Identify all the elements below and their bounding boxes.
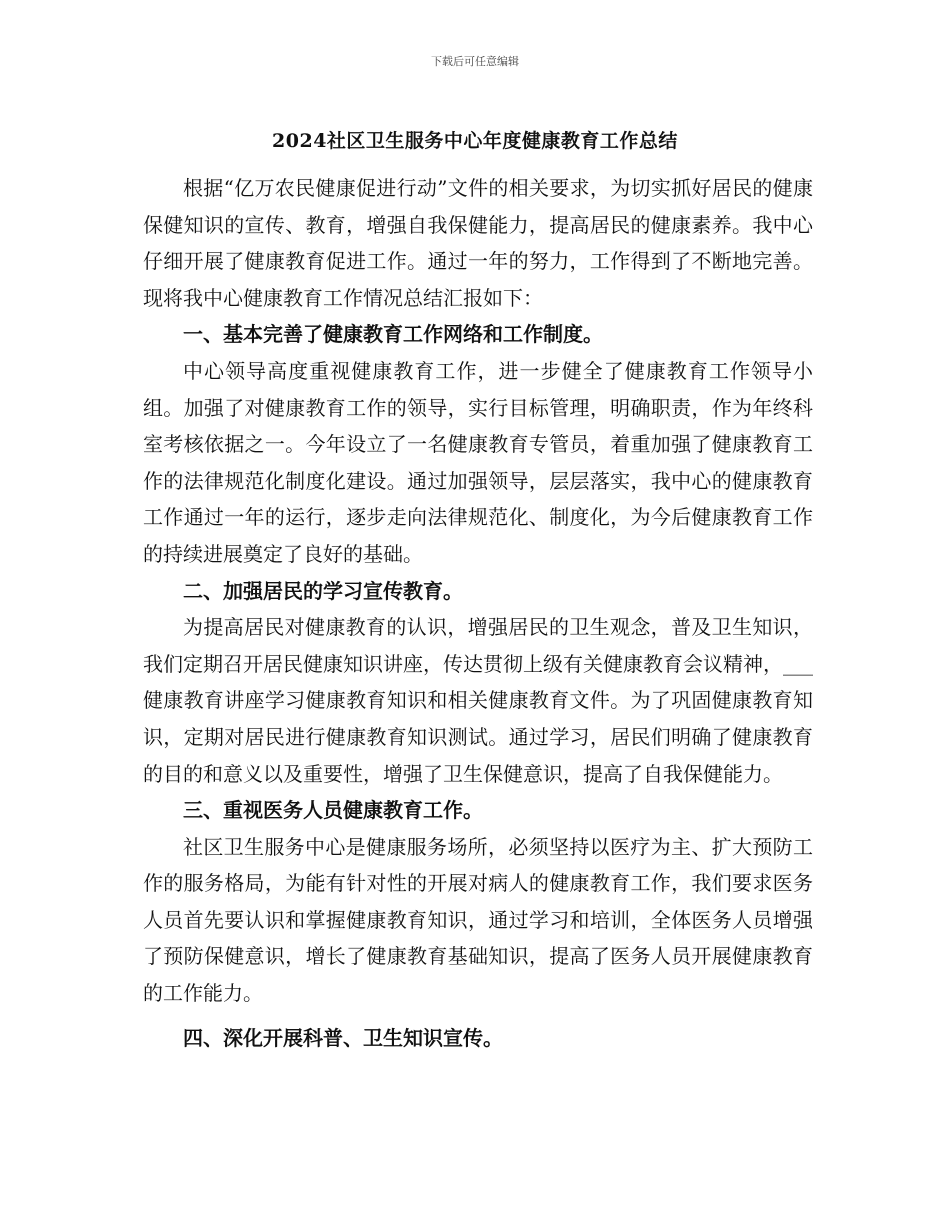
document-title: 2024社区卫生服务中心年度健康教育工作总结 [272, 130, 678, 152]
section-3-heading: 三、重视医务人员健康教育工作。 [183, 798, 483, 823]
section-1-paragraph: 中心领导高度重视健康教育工作，进一步健全了健康教育工作领导小组。加强了对健康教育工作的领导，实行目标管理，明确职责，作为年终科室考核依据之一。今年设立了一名健康教育专管员，着重加强了健康教育工作的法律规范化制度化建设。通过加强领导，层层落实，我中心的健康教育工作通过一年的运行，逐步走向法律规范化、制度化，为今后健康教育工作的持续进展奠定了良好的基础。 [143, 358, 813, 566]
section-1-heading: 一、基本完善了健康教育工作网络和工作制度。 [183, 322, 603, 347]
section-3-paragraph: 社区卫生服务中心是健康服务场所，必须坚持以医疗为主、扩大预防工作的服务格局，为能有针对性的开展对病人的健康教育工作，我们要求医务人员首先要认识和掌握健康教育知识，通过学习和培训，全体医务人员增强了预防保健意识，增长了健康教育基础知识，提高了医务人员开展健康教育的工作能力。 [143, 834, 813, 1006]
intro-paragraph: 根据“亿万农民健康促进行动”文件的相关要求，为切实抓好居民的健康保健知识的宣传、教育，增强自我保健能力，提高居民的健康素养。我中心仔细开展了健康教育促进工作。通过一年的努力，工作得到了不断地完善。现将我中心健康教育工作情况总结汇报如下： [143, 176, 813, 310]
section-2-paragraph: 为提高居民对健康教育的认识，增强居民的卫生观念，普及卫生知识，我们定期召开居民健康知识讲座，传达贯彻上级有关健康教育会议精神，___健康教育讲座学习健康教育知识和相关健康教育文件。为了巩固健康教育知识，定期对居民进行健康教育知识测试。通过学习，居民们明确了健康教育的目的和意义以及重要性，增强了卫生保健意识，提高了自我保健能力。 [143, 615, 813, 786]
section-4-heading: 四、深化开展科普、卫生知识宣传。 [183, 1025, 503, 1050]
document-body [143, 170, 813, 1056]
page-header-note: 下载后可任意编辑 [431, 55, 519, 68]
section-2-heading: 二、加强居民的学习宣传教育。 [183, 578, 463, 603]
